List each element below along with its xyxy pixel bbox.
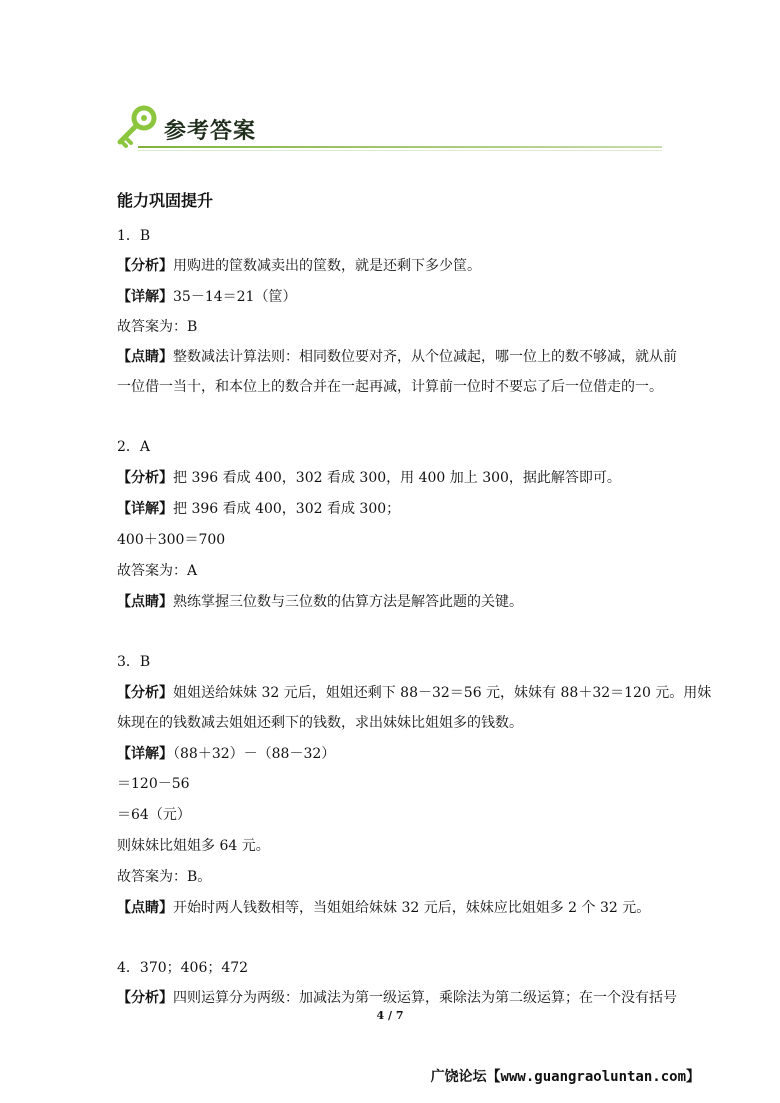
answer-header [112,102,662,152]
comment-line: 一位借一当十，和本位上的数合并在一起再减，计算前一位时不要忘了后一位借走的一。 [117,379,663,395]
question-number: 1．B [117,228,151,244]
analysis-line: 【分析】用购进的筐数减卖出的筐数，就是还剩下多少筐。 [117,258,481,274]
detail-line: 【详解】（88＋32）－（88－32） [117,746,336,762]
watermark: 广饶论坛【www.guangraoluntan.com】 [430,1069,700,1085]
question-number: 3．B [117,654,151,670]
question-number: 2．A [117,439,151,455]
comment-line: 【点睛】整数减法计算法则：相同数位要对齐，从个位减起，哪一位上的数不够减，就从前 [117,349,677,365]
detail-line: 【详解】35－14＝21（筐） [117,289,297,305]
analysis-line: 妹现在的钱数减去姐姐还剩下的钱数，求出妹妹比姐姐多的钱数。 [117,715,523,731]
analysis-line: 【分析】姐姐送给妹妹 32 元后，姐姐还剩下 88－32＝56 元，妹妹有 88＋32＝120 元。用妹 [117,685,712,701]
detail-line: 【详解】把 396 看成 400，302 看成 300； [117,501,401,517]
section-title: 能力巩固提升 [117,191,214,210]
answer-line: 故答案为：B [117,319,198,335]
equation-line: 400＋300＝700 [117,532,226,548]
header-divider [138,146,662,148]
page-title: 参考答案 [164,119,257,144]
answer-line: 故答案为：A [117,563,198,579]
answer-line: 故答案为：B。 [117,869,212,885]
equation-line: ＝120－56 [117,776,190,792]
comment-line: 【点睛】开始时两人钱数相等，当姐姐给妹妹 32 元后，妹妹应比姐姐多 2 个 32 元。 [117,900,651,916]
page-number: 4 / 7 [376,1009,404,1022]
comment-line: 【点睛】熟练掌握三位数与三位数的估算方法是解答此题的关键。 [117,594,523,610]
analysis-line: 【分析】四则运算分为两级：加减法为第一级运算，乘除法为第二级运算；在一个没有括号 [117,990,677,1006]
equation-line: ＝64（元） [117,807,191,823]
key-icon [112,102,162,152]
header-divider-thin [138,150,662,151]
analysis-line: 【分析】把 396 看成 400，302 看成 300，用 400 加上 300，据此解答即可。 [117,470,621,486]
conclusion-line: 则妹妹比姐姐多 64 元。 [117,838,270,854]
question-number: 4．370；406；472 [117,960,249,976]
